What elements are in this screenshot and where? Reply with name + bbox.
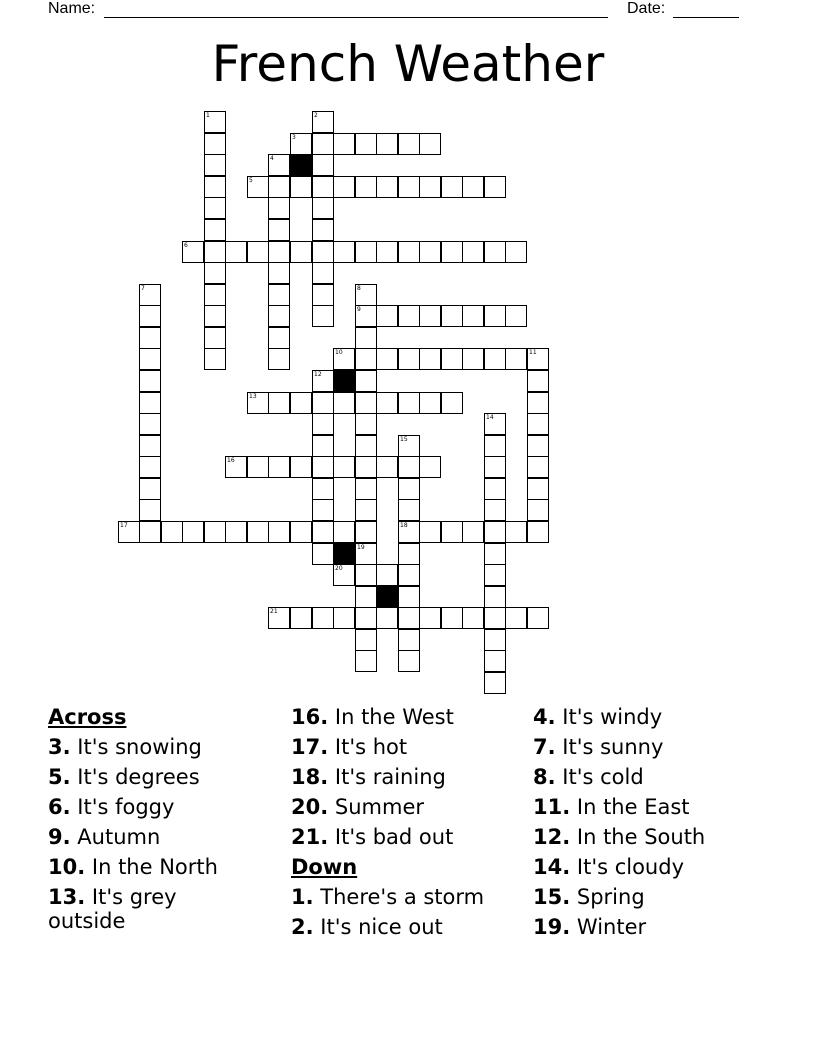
grid-cell[interactable] bbox=[419, 348, 441, 370]
grid-cell[interactable] bbox=[419, 133, 441, 155]
clue-across-16: 16. In the West bbox=[291, 705, 454, 729]
grid-cell[interactable] bbox=[268, 305, 290, 327]
clue-down-8: 8. It's cold bbox=[533, 765, 644, 789]
grid-cell[interactable] bbox=[484, 456, 506, 478]
down-heading: Down bbox=[291, 855, 358, 879]
grid-cell[interactable] bbox=[355, 650, 377, 672]
grid-cell[interactable] bbox=[312, 521, 334, 543]
grid-cell[interactable] bbox=[333, 176, 355, 198]
grid-cell[interactable] bbox=[398, 348, 420, 370]
grid-cell[interactable] bbox=[333, 133, 355, 155]
grid-cell[interactable] bbox=[398, 564, 420, 586]
grid-cell[interactable] bbox=[268, 241, 290, 263]
grid-cell[interactable] bbox=[398, 241, 420, 263]
grid-cell[interactable] bbox=[355, 392, 377, 414]
cell-number: 14 bbox=[486, 414, 494, 421]
grid-cell[interactable] bbox=[204, 327, 226, 349]
grid-cell[interactable] bbox=[376, 607, 398, 629]
grid-cell[interactable] bbox=[247, 456, 269, 478]
grid-cell[interactable] bbox=[139, 478, 161, 500]
grid-cell[interactable] bbox=[398, 456, 420, 478]
grid-cell[interactable] bbox=[312, 305, 334, 327]
grid-cell[interactable] bbox=[527, 456, 549, 478]
grid-cell[interactable] bbox=[398, 305, 420, 327]
grid-cell[interactable] bbox=[290, 607, 312, 629]
grid-cell[interactable] bbox=[268, 262, 290, 284]
grid-cell[interactable] bbox=[312, 241, 334, 263]
cell-number: 4 bbox=[270, 155, 274, 162]
clue-down-19: 19. Winter bbox=[533, 915, 647, 939]
cell-number: 5 bbox=[249, 177, 253, 184]
grid-cell[interactable] bbox=[312, 543, 334, 565]
grid-cell[interactable] bbox=[139, 370, 161, 392]
grid-cell[interactable] bbox=[204, 262, 226, 284]
grid-cell[interactable] bbox=[398, 607, 420, 629]
grid-cell[interactable] bbox=[355, 327, 377, 349]
grid-cell[interactable] bbox=[527, 413, 549, 435]
grid-cell[interactable] bbox=[333, 607, 355, 629]
clue-down-4: 4. It's windy bbox=[533, 705, 663, 729]
grid-cell[interactable] bbox=[312, 607, 334, 629]
grid-cell[interactable] bbox=[268, 521, 290, 543]
cell-number: 9 bbox=[357, 306, 361, 313]
grid-cell[interactable] bbox=[484, 672, 506, 694]
clue-down-14: 14. It's cloudy bbox=[533, 855, 685, 879]
page-title: French Weather bbox=[211, 35, 605, 93]
grid-cell[interactable] bbox=[484, 241, 506, 263]
grid-cell[interactable] bbox=[484, 435, 506, 457]
grid-cell[interactable] bbox=[268, 176, 290, 198]
grid-cell[interactable] bbox=[247, 241, 269, 263]
grid-cell[interactable] bbox=[484, 607, 506, 629]
grid-cell[interactable] bbox=[398, 543, 420, 565]
grid-cell[interactable] bbox=[355, 521, 377, 543]
grid-cell[interactable] bbox=[312, 499, 334, 521]
grid-cell[interactable] bbox=[419, 521, 441, 543]
cell-number: 13 bbox=[249, 393, 257, 400]
grid-cell[interactable] bbox=[398, 629, 420, 651]
grid-cell[interactable] bbox=[312, 478, 334, 500]
cell-number: 15 bbox=[400, 436, 408, 443]
grid-cell[interactable] bbox=[268, 284, 290, 306]
grid-cell[interactable] bbox=[376, 392, 398, 414]
clues-column-2 bbox=[291, 702, 527, 942]
grid-cell[interactable] bbox=[441, 521, 463, 543]
cell-number: 11 bbox=[529, 349, 537, 356]
grid-cell[interactable] bbox=[398, 133, 420, 155]
grid-cell[interactable] bbox=[312, 262, 334, 284]
grid-cell[interactable] bbox=[225, 241, 247, 263]
cell-number: 2 bbox=[314, 112, 318, 119]
grid-cell[interactable] bbox=[355, 348, 377, 370]
grid-cell[interactable] bbox=[312, 284, 334, 306]
grid-cell[interactable] bbox=[204, 219, 226, 241]
grid-cell[interactable] bbox=[268, 219, 290, 241]
date-label: Date: bbox=[627, 0, 666, 17]
grid-cell[interactable] bbox=[462, 521, 484, 543]
grid-cell[interactable] bbox=[376, 241, 398, 263]
grid-cell[interactable] bbox=[484, 348, 506, 370]
clue-down-15: 15. Spring bbox=[533, 885, 645, 909]
clue-across-21: 21. It's bad out bbox=[291, 825, 454, 849]
grid-cell[interactable] bbox=[182, 521, 204, 543]
grid-cell[interactable] bbox=[419, 241, 441, 263]
grid-cell[interactable] bbox=[290, 521, 312, 543]
grid-cell[interactable] bbox=[376, 305, 398, 327]
grid-cell[interactable] bbox=[484, 586, 506, 608]
grid-cell[interactable] bbox=[355, 478, 377, 500]
grid-cell[interactable] bbox=[139, 348, 161, 370]
grid-cell[interactable] bbox=[462, 348, 484, 370]
clue-across-13: 13. It's grey outside bbox=[48, 885, 177, 933]
clue-down-7: 7. It's sunny bbox=[533, 735, 664, 759]
grid-cell[interactable] bbox=[290, 176, 312, 198]
grid-cell[interactable] bbox=[333, 392, 355, 414]
grid-cell[interactable] bbox=[398, 392, 420, 414]
grid-cell[interactable] bbox=[505, 521, 527, 543]
grid-cell[interactable] bbox=[204, 305, 226, 327]
grid-cell[interactable] bbox=[204, 241, 226, 263]
grid-cell[interactable] bbox=[376, 456, 398, 478]
grid-cell[interactable] bbox=[355, 370, 377, 392]
grid-cell[interactable] bbox=[268, 392, 290, 414]
clue-across-18: 18. It's raining bbox=[291, 765, 446, 789]
grid-cell[interactable] bbox=[505, 241, 527, 263]
grid-cell[interactable] bbox=[376, 564, 398, 586]
clue-across-6: 6. It's foggy bbox=[48, 795, 175, 819]
grid-cell[interactable] bbox=[505, 607, 527, 629]
grid-cell[interactable] bbox=[139, 413, 161, 435]
grid-cell[interactable] bbox=[161, 521, 183, 543]
grid-cell[interactable] bbox=[527, 392, 549, 414]
grid-cell[interactable] bbox=[139, 456, 161, 478]
cell-number: 17 bbox=[120, 522, 128, 529]
grid-cell[interactable] bbox=[484, 478, 506, 500]
grid-cell[interactable] bbox=[290, 456, 312, 478]
grid-cell[interactable] bbox=[484, 521, 506, 543]
grid-cell[interactable] bbox=[355, 629, 377, 651]
grid-cell[interactable] bbox=[398, 650, 420, 672]
grid-cell[interactable] bbox=[355, 499, 377, 521]
clue-across-9: 9. Autumn bbox=[48, 825, 161, 849]
clue-down-1: 1. There's a storm bbox=[291, 885, 485, 909]
grid-cell[interactable] bbox=[441, 176, 463, 198]
cell-number: 12 bbox=[314, 371, 322, 378]
grid-cell[interactable] bbox=[312, 197, 334, 219]
cell-number: 21 bbox=[270, 608, 278, 615]
grid-cell[interactable] bbox=[312, 392, 334, 414]
grid-cell[interactable] bbox=[355, 176, 377, 198]
grid-cell[interactable] bbox=[527, 499, 549, 521]
grid-cell[interactable] bbox=[333, 241, 355, 263]
grid-cell[interactable] bbox=[484, 499, 506, 521]
grid-cell[interactable] bbox=[419, 456, 441, 478]
grid-cell[interactable] bbox=[419, 607, 441, 629]
cell-number: 19 bbox=[357, 544, 365, 551]
grid-cell[interactable] bbox=[484, 305, 506, 327]
grid-cell[interactable] bbox=[462, 607, 484, 629]
grid-cell[interactable] bbox=[355, 413, 377, 435]
grid-cell[interactable] bbox=[312, 219, 334, 241]
grid-cell[interactable] bbox=[139, 392, 161, 414]
grid-cell[interactable] bbox=[441, 241, 463, 263]
grid-cell[interactable] bbox=[462, 176, 484, 198]
grid-cell[interactable] bbox=[527, 435, 549, 457]
clue-across-17: 17. It's hot bbox=[291, 735, 408, 759]
grid-cell[interactable] bbox=[376, 348, 398, 370]
grid-cell[interactable] bbox=[484, 629, 506, 651]
grid-cell[interactable] bbox=[527, 478, 549, 500]
grid-cell[interactable] bbox=[333, 456, 355, 478]
grid-cell[interactable] bbox=[312, 435, 334, 457]
black-cell bbox=[290, 154, 312, 176]
grid-cell[interactable] bbox=[355, 456, 377, 478]
clue-down-11: 11. In the East bbox=[533, 795, 690, 819]
cell-number: 1 bbox=[206, 112, 210, 119]
grid-cell[interactable] bbox=[484, 176, 506, 198]
grid-cell[interactable] bbox=[419, 392, 441, 414]
grid-cell[interactable] bbox=[312, 133, 334, 155]
grid-cell[interactable] bbox=[441, 305, 463, 327]
clue-down-2: 2. It's nice out bbox=[291, 915, 443, 939]
grid-cell[interactable] bbox=[139, 435, 161, 457]
grid-cell[interactable] bbox=[312, 413, 334, 435]
grid-cell[interactable] bbox=[355, 607, 377, 629]
cell-number: 10 bbox=[335, 349, 343, 356]
black-cell bbox=[376, 586, 398, 608]
grid-cell[interactable] bbox=[268, 197, 290, 219]
grid-cell[interactable] bbox=[505, 348, 527, 370]
grid-cell[interactable] bbox=[268, 327, 290, 349]
grid-cell[interactable] bbox=[312, 154, 334, 176]
clue-across-5: 5. It's degrees bbox=[48, 765, 200, 789]
grid-cell[interactable] bbox=[355, 586, 377, 608]
grid-cell[interactable] bbox=[398, 478, 420, 500]
grid-cell[interactable] bbox=[527, 370, 549, 392]
grid-cell[interactable] bbox=[355, 241, 377, 263]
grid-cell[interactable] bbox=[527, 521, 549, 543]
grid-cell[interactable] bbox=[484, 564, 506, 586]
grid-cell[interactable] bbox=[139, 499, 161, 521]
grid-cell[interactable] bbox=[333, 521, 355, 543]
grid-cell[interactable] bbox=[398, 586, 420, 608]
grid-cell[interactable] bbox=[139, 305, 161, 327]
clues-column-3 bbox=[533, 702, 769, 942]
clue-across-20: 20. Summer bbox=[291, 795, 424, 819]
grid-cell[interactable] bbox=[268, 348, 290, 370]
clue-across-3: 3. It's snowing bbox=[48, 735, 202, 759]
cell-number: 20 bbox=[335, 565, 343, 572]
grid-cell[interactable] bbox=[441, 607, 463, 629]
grid-cell[interactable] bbox=[527, 607, 549, 629]
cell-number: 3 bbox=[292, 134, 296, 141]
grid-cell[interactable] bbox=[268, 456, 290, 478]
grid-cell[interactable] bbox=[441, 392, 463, 414]
grid-cell[interactable] bbox=[225, 521, 247, 543]
grid-cell[interactable] bbox=[441, 348, 463, 370]
grid-cell[interactable] bbox=[398, 176, 420, 198]
cell-number: 16 bbox=[227, 457, 235, 464]
grid-cell[interactable] bbox=[139, 327, 161, 349]
black-cell bbox=[333, 543, 355, 565]
grid-cell[interactable] bbox=[462, 241, 484, 263]
grid-cell[interactable] bbox=[462, 305, 484, 327]
grid-cell[interactable] bbox=[204, 284, 226, 306]
grid-cell[interactable] bbox=[355, 435, 377, 457]
grid-cell[interactable] bbox=[204, 348, 226, 370]
grid-cell[interactable] bbox=[204, 154, 226, 176]
clue-across-10: 10. In the North bbox=[48, 855, 218, 879]
cell-number: 6 bbox=[184, 242, 188, 249]
grid-cell[interactable] bbox=[312, 456, 334, 478]
across-heading: Across bbox=[48, 705, 127, 729]
grid-cell[interactable] bbox=[505, 305, 527, 327]
grid-cell[interactable] bbox=[204, 176, 226, 198]
grid-cell[interactable] bbox=[312, 176, 334, 198]
cell-number: 18 bbox=[400, 522, 408, 529]
cell-number: 7 bbox=[141, 285, 145, 292]
grid-cell[interactable] bbox=[139, 521, 161, 543]
grid-cell[interactable] bbox=[355, 564, 377, 586]
grid-cell[interactable] bbox=[484, 650, 506, 672]
clues-column-1 bbox=[48, 702, 284, 933]
grid-cell[interactable] bbox=[355, 133, 377, 155]
grid-cell[interactable] bbox=[204, 133, 226, 155]
grid-cell[interactable] bbox=[204, 521, 226, 543]
grid-cell[interactable] bbox=[376, 133, 398, 155]
grid-cell[interactable] bbox=[484, 543, 506, 565]
black-cell bbox=[333, 370, 355, 392]
clue-down-12: 12. In the South bbox=[533, 825, 706, 849]
grid-cell[interactable] bbox=[290, 241, 312, 263]
grid-cell[interactable] bbox=[376, 176, 398, 198]
grid-cell[interactable] bbox=[419, 305, 441, 327]
grid-cell[interactable] bbox=[204, 197, 226, 219]
grid-cell[interactable] bbox=[247, 521, 269, 543]
grid-cell[interactable] bbox=[290, 392, 312, 414]
grid-cell[interactable] bbox=[398, 499, 420, 521]
grid-cell[interactable] bbox=[419, 176, 441, 198]
name-label: Name: bbox=[48, 0, 96, 17]
cell-number: 8 bbox=[357, 285, 361, 292]
